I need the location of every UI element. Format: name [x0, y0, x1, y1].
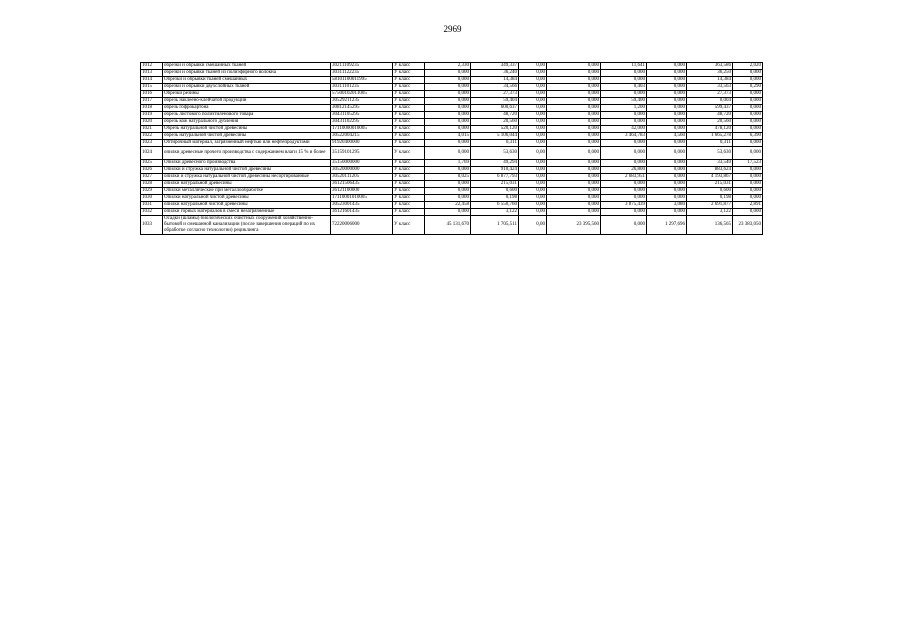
value-col-2: 27,373 — [471, 91, 519, 98]
value-col-2: 14,384 — [471, 77, 519, 84]
value-col-2: 5 106,044 — [471, 133, 519, 140]
value-col-8: 0,000 — [733, 105, 763, 112]
value-col-4: 23 395,560 — [547, 216, 601, 235]
value-col-5: 0,000 — [601, 209, 647, 216]
value-col-6: 0,000 — [647, 167, 687, 174]
row-number: 1032 — [141, 209, 163, 216]
waste-code: 30520111205 — [331, 174, 393, 181]
waste-code: 30523001435 — [331, 202, 393, 209]
hazard-class: У класс — [393, 160, 425, 167]
waste-name: обрезки и обрывки двухслойных тканей — [163, 84, 331, 91]
table-row — [141, 133, 763, 140]
value-col-8: 0,000 — [733, 147, 763, 160]
value-col-1: 2,330 — [425, 63, 471, 70]
value-col-8: 0,000 — [733, 181, 763, 188]
value-col-3: 0,00 — [519, 167, 547, 174]
value-col-5: 59,400 — [601, 98, 647, 105]
value-col-2: 0,311 — [471, 140, 519, 147]
value-col-8: 23 383,050 — [733, 216, 763, 235]
value-col-6: 3,080 — [647, 202, 687, 209]
waste-name: Обрезки резины — [163, 91, 331, 98]
table-row — [141, 140, 763, 147]
table-row — [141, 105, 763, 112]
value-col-2: 53,630 — [471, 147, 519, 160]
value-col-2: 34,566 — [471, 84, 519, 91]
waste-name: обрезь гофрокартона — [163, 105, 331, 112]
row-number: 1033 — [141, 216, 163, 235]
hazard-class: У класс — [393, 133, 425, 140]
table-row — [141, 181, 763, 188]
table-row — [141, 98, 763, 105]
value-col-7: 2 691,877 — [687, 202, 733, 209]
value-col-6: 0,000 — [647, 160, 687, 167]
value-col-7: 363,586 — [687, 63, 733, 70]
value-col-8: 0,000 — [733, 167, 763, 174]
value-col-3: 0,00 — [519, 209, 547, 216]
waste-name: обрезь натуральной чистой древесины — [163, 133, 331, 140]
value-col-3: 0,00 — [519, 91, 547, 98]
row-number: 1027 — [141, 174, 163, 181]
hazard-class: У класс — [393, 84, 425, 91]
value-col-3: 0,00 — [519, 119, 547, 126]
table-row — [141, 174, 763, 181]
value-col-3: 0,00 — [519, 195, 547, 202]
waste-name: Опилки древесного производства — [163, 160, 331, 167]
waste-name: Осадки (шламы) биологических очистных сооружений хозяйственно-бытовой и смешанной канализации (после завершения операций по их обработке согласно технологии) рециклинга — [163, 216, 331, 235]
value-col-7: 215,031 — [687, 181, 733, 188]
value-col-2: 59,404 — [471, 98, 519, 105]
row-number: 1026 — [141, 167, 163, 174]
value-col-5: 0,403 — [601, 84, 647, 91]
value-col-4: 0,000 — [547, 209, 601, 216]
value-col-2: 48,720 — [471, 112, 519, 119]
table-row — [141, 188, 763, 195]
value-col-8: 0,000 — [733, 195, 763, 202]
value-col-7: 0,198 — [687, 195, 733, 202]
value-col-8: 0,000 — [733, 77, 763, 84]
waste-code: 30311101235 — [331, 84, 393, 91]
value-col-1: 0,000 — [425, 105, 471, 112]
value-col-7: 0,600 — [687, 188, 733, 195]
waste-code: 17110000010005 — [331, 126, 393, 133]
value-col-8: 6,390 — [733, 133, 763, 140]
hazard-class: У класс — [393, 188, 425, 195]
page-number: 2969 — [443, 24, 462, 34]
waste-name: Обтирочный материал, загрязненный нефтью или нефтепродуктами — [163, 140, 331, 147]
value-col-4: 0,000 — [547, 195, 601, 202]
hazard-class: У класс — [393, 119, 425, 126]
ledger-body — [141, 63, 763, 235]
value-col-3: 0,00 — [519, 63, 547, 70]
value-col-8: 0,000 — [733, 126, 763, 133]
value-col-4: 0,000 — [547, 77, 601, 84]
value-col-5: 3 464,783 — [601, 133, 647, 140]
value-col-3: 0,00 — [519, 140, 547, 147]
value-col-6: 0,000 — [647, 209, 687, 216]
table-row — [141, 160, 763, 167]
hazard-class: У класс — [393, 126, 425, 133]
value-col-1: 0,000 — [425, 126, 471, 133]
value-col-6: 0,000 — [647, 195, 687, 202]
waste-code: 91920400000 — [331, 140, 393, 147]
waste-name: Опилки и стружка натуральной чистой древесины — [163, 167, 331, 174]
value-col-6: 4,560 — [647, 133, 687, 140]
value-col-6: 0,000 — [647, 112, 687, 119]
waste-code: 36121601435 — [331, 209, 393, 216]
value-col-7: 883,624 — [687, 167, 733, 174]
value-col-7: 48,720 — [687, 112, 733, 119]
row-number: 1020 — [141, 119, 163, 126]
row-number: 1015 — [141, 84, 163, 91]
waste-code: 58101100011995 — [331, 77, 393, 84]
value-col-2: 6 877,793 — [471, 174, 519, 181]
value-col-5: 2 683,951 — [601, 174, 647, 181]
value-col-1: 0,000 — [425, 209, 471, 216]
hazard-class: У класс — [393, 181, 425, 188]
waste-code: 72220006000 — [331, 216, 393, 235]
value-col-6: 0,000 — [647, 105, 687, 112]
value-col-5: 42,000 — [601, 126, 647, 133]
hazard-class: У класс — [393, 105, 425, 112]
value-col-6: 0,000 — [647, 188, 687, 195]
value-col-4: 0,000 — [547, 91, 601, 98]
value-col-5: 0,000 — [601, 112, 647, 119]
waste-code: 36121506435 — [331, 181, 393, 188]
value-col-6: 0,000 — [647, 181, 687, 188]
value-col-8: 0,000 — [733, 209, 763, 216]
table-row — [141, 77, 763, 84]
hazard-class: У класс — [393, 77, 425, 84]
value-col-4: 0,000 — [547, 70, 601, 77]
value-col-5: 26,800 — [601, 167, 647, 174]
value-col-2: 1 705,511 — [471, 216, 519, 235]
waste-code: 30211109235 — [331, 63, 393, 70]
waste-name: обрезь листового полиэтиленового товара — [163, 112, 331, 119]
value-col-1: 0,025 — [425, 174, 471, 181]
row-number: 1016 — [141, 91, 163, 98]
waste-code: 30520000000 — [331, 167, 393, 174]
waste-name: обрезь кож натурального дубления — [163, 119, 331, 126]
value-col-2: 3,122 — [471, 209, 519, 216]
hazard-class: У класс — [393, 216, 425, 235]
table-row — [141, 216, 763, 235]
row-number: 1019 — [141, 112, 163, 119]
value-col-7: 27,373 — [687, 91, 733, 98]
value-col-2: 20,560 — [471, 119, 519, 126]
hazard-class: У класс — [393, 112, 425, 119]
value-col-4: 0,000 — [547, 140, 601, 147]
value-col-7: 0,004 — [687, 98, 733, 105]
value-col-6: 1 297,696 — [647, 216, 687, 235]
table-row — [141, 91, 763, 98]
value-col-3: 0,00 — [519, 188, 547, 195]
value-col-8: 0,000 — [733, 140, 763, 147]
value-col-3: 0,00 — [519, 181, 547, 188]
hazard-class: У класс — [393, 63, 425, 70]
value-col-5: 0,000 — [601, 188, 647, 195]
hazard-class: У класс — [393, 70, 425, 77]
table-row — [141, 112, 763, 119]
value-col-3: 0,00 — [519, 147, 547, 160]
value-col-4: 0,000 — [547, 167, 601, 174]
value-col-6: 0,000 — [647, 147, 687, 160]
value-col-6: 0,000 — [647, 77, 687, 84]
waste-name: Опилки металлические при металлообработке — [163, 188, 331, 195]
value-col-7: 33,540 — [687, 160, 733, 167]
value-col-4: 0,000 — [547, 181, 601, 188]
value-col-4: 0,000 — [547, 133, 601, 140]
waste-code: 57500102011005 — [331, 91, 393, 98]
value-col-7: 599,437 — [687, 105, 733, 112]
value-col-1: 45 131,670 — [425, 216, 471, 235]
value-col-2: 36,240 — [471, 70, 519, 77]
value-col-3: 0,00 — [519, 70, 547, 77]
value-col-8: 0,000 — [733, 91, 763, 98]
value-col-3: 0,00 — [519, 133, 547, 140]
value-col-1: 4,015 — [425, 133, 471, 140]
value-col-3: 0,00 — [519, 216, 547, 235]
waste-name: обрезь наклеено-клейчатой продукции — [163, 98, 331, 105]
hazard-class: У класс — [393, 98, 425, 105]
value-col-1: 0,000 — [425, 98, 471, 105]
value-col-7: 136,565 — [687, 216, 733, 235]
waste-code: 35150000000 — [331, 160, 393, 167]
table-row — [141, 119, 763, 126]
waste-code: 36121100000 — [331, 188, 393, 195]
value-col-6: 0,000 — [647, 91, 687, 98]
waste-name: обрезки и обрывки тканей из полиэфирного волокна — [163, 70, 331, 77]
value-col-5: 0,000 — [601, 160, 647, 167]
waste-code: 35159101295 — [331, 147, 393, 160]
value-col-1: 0,000 — [425, 181, 471, 188]
value-col-6: 0,000 — [647, 84, 687, 91]
value-col-1: 0,000 — [425, 77, 471, 84]
value-col-4: 0,000 — [547, 160, 601, 167]
value-col-5: 0,000 — [601, 70, 647, 77]
value-col-3: 0,00 — [519, 126, 547, 133]
value-col-7: 478,120 — [687, 126, 733, 133]
waste-code: 17110001010005 — [331, 195, 393, 202]
waste-name: Обрезь натуральной чистой древесины — [163, 126, 331, 133]
value-col-7: 3,122 — [687, 209, 733, 216]
value-col-5: 0,000 — [601, 91, 647, 98]
value-col-8: 17,523 — [733, 160, 763, 167]
value-col-4: 0,000 — [547, 63, 601, 70]
table-row — [141, 126, 763, 133]
value-col-8: 2,020 — [733, 63, 763, 70]
value-col-5: 0,000 — [601, 119, 647, 126]
row-number: 1018 — [141, 105, 163, 112]
value-col-8: 0,000 — [733, 119, 763, 126]
waste-code: 30431102295 — [331, 119, 393, 126]
value-col-1: 0,000 — [425, 188, 471, 195]
value-col-6: 0,000 — [647, 126, 687, 133]
value-col-5: 0,000 — [601, 140, 647, 147]
value-col-2: 49,294 — [471, 160, 519, 167]
value-col-6: 0,000 — [647, 63, 687, 70]
value-col-6: 0,000 — [647, 174, 687, 181]
value-col-1: 22,458 — [425, 202, 471, 209]
hazard-class: У класс — [393, 91, 425, 98]
value-col-7: 20,560 — [687, 119, 733, 126]
value-col-8: 0,000 — [733, 98, 763, 105]
waste-name: опилки натуральной древесины — [163, 181, 331, 188]
value-col-2: 520,120 — [471, 126, 519, 133]
value-col-3: 0,00 — [519, 105, 547, 112]
row-number: 1017 — [141, 98, 163, 105]
value-col-3: 0,00 — [519, 202, 547, 209]
hazard-class: У класс — [393, 195, 425, 202]
hazard-class: У класс — [393, 140, 425, 147]
waste-name: Опилки натуральной чистой древесины — [163, 195, 331, 202]
value-col-7: 0,311 — [687, 140, 733, 147]
hazard-class: У класс — [393, 202, 425, 209]
row-number: 1023 — [141, 140, 163, 147]
row-number: 1025 — [141, 160, 163, 167]
row-number: 1029 — [141, 188, 163, 195]
value-col-1: 0,000 — [425, 112, 471, 119]
value-col-4: 0,000 — [547, 105, 601, 112]
value-col-1: 0,000 — [425, 84, 471, 91]
value-col-6: 0,000 — [647, 140, 687, 147]
waste-code: 30311122235 — [331, 70, 393, 77]
value-col-7: 53,630 — [687, 147, 733, 160]
value-col-2: 215,031 — [471, 181, 519, 188]
value-col-5: 3 875,439 — [601, 202, 647, 209]
row-number: 1012 — [141, 63, 163, 70]
value-col-7: 36,250 — [687, 70, 733, 77]
value-col-3: 0,00 — [519, 84, 547, 91]
value-col-1: 0,000 — [425, 167, 471, 174]
value-col-4: 0,000 — [547, 98, 601, 105]
row-number: 1030 — [141, 195, 163, 202]
row-number: 1021 — [141, 126, 163, 133]
value-col-2: 910,424 — [471, 167, 519, 174]
row-number: 1028 — [141, 181, 163, 188]
table-row — [141, 209, 763, 216]
value-col-3: 0,00 — [519, 174, 547, 181]
waste-name: опилки и стружка натуральной чистой древесины несортированные — [163, 174, 331, 181]
waste-code: 30812145295 — [331, 105, 393, 112]
value-col-2: 6 550,760 — [471, 202, 519, 209]
waste-code: 30431105295 — [331, 112, 393, 119]
waste-ledger-table — [140, 62, 763, 235]
table-row — [141, 63, 763, 70]
row-number: 1022 — [141, 133, 163, 140]
row-number: 1013 — [141, 70, 163, 77]
waste-code: 30529211235 — [331, 98, 393, 105]
table-row — [141, 195, 763, 202]
value-col-1: 0,000 — [425, 147, 471, 160]
value-col-4: 0,000 — [547, 188, 601, 195]
value-col-8: 0,000 — [733, 70, 763, 77]
value-col-8: 2,891 — [733, 202, 763, 209]
waste-name: опилки натуральной чистой древесины — [163, 202, 331, 209]
hazard-class: У класс — [393, 209, 425, 216]
value-col-5: 0,000 — [601, 216, 647, 235]
value-col-6: 0,000 — [647, 70, 687, 77]
table-row — [141, 84, 763, 91]
value-col-5: 11,641 — [601, 63, 647, 70]
value-col-7: 14,384 — [687, 77, 733, 84]
value-col-5: 0,000 — [601, 195, 647, 202]
hazard-class: У класс — [393, 167, 425, 174]
value-col-3: 0,00 — [519, 112, 547, 119]
value-col-1: 0,000 — [425, 70, 471, 77]
value-col-4: 0,000 — [547, 202, 601, 209]
table-row — [141, 147, 763, 160]
value-col-4: 0,000 — [547, 147, 601, 160]
value-col-4: 0,000 — [547, 126, 601, 133]
value-col-7: 33,563 — [687, 84, 733, 91]
table-row — [141, 70, 763, 77]
value-col-5: 1,200 — [601, 105, 647, 112]
value-col-8: 0,000 — [733, 188, 763, 195]
value-col-1: 0,000 — [425, 195, 471, 202]
value-col-8: 0,000 — [733, 174, 763, 181]
value-col-5: 0,000 — [601, 147, 647, 160]
value-col-7: 4 193,867 — [687, 174, 733, 181]
value-col-8: 0,290 — [733, 84, 763, 91]
value-col-2: 0,198 — [471, 195, 519, 202]
value-col-1: 0,000 — [425, 140, 471, 147]
value-col-5: 0,000 — [601, 181, 647, 188]
value-col-1: 0,000 — [425, 119, 471, 126]
waste-code: 30522004215 — [331, 133, 393, 140]
value-col-3: 0,00 — [519, 160, 547, 167]
value-col-2: 0,600 — [471, 188, 519, 195]
value-col-2: 349,337 — [471, 63, 519, 70]
value-col-8: 0,000 — [733, 112, 763, 119]
hazard-class: У класс — [393, 174, 425, 181]
value-col-4: 0,000 — [547, 174, 601, 181]
row-number: 1024 — [141, 147, 163, 160]
waste-name: опилки горных материалов в смеси незагрязненные — [163, 209, 331, 216]
value-col-1: 1,769 — [425, 160, 471, 167]
value-col-3: 0,00 — [519, 98, 547, 105]
value-col-1: 0,000 — [425, 91, 471, 98]
table-row — [141, 167, 763, 174]
value-col-5: 0,000 — [601, 77, 647, 84]
hazard-class: У класс — [393, 147, 425, 160]
value-col-6: 0,000 — [647, 119, 687, 126]
table-row — [141, 202, 763, 209]
waste-name: обрезки и обрывки смешанных тканей — [163, 63, 331, 70]
value-col-3: 0,00 — [519, 77, 547, 84]
value-col-2: 600,637 — [471, 105, 519, 112]
value-col-4: 0,000 — [547, 84, 601, 91]
waste-name: Обрезки и обрывки тканей смешанных — [163, 77, 331, 84]
row-number: 1014 — [141, 77, 163, 84]
value-col-7: 1 665,278 — [687, 133, 733, 140]
value-col-4: 0,000 — [547, 119, 601, 126]
row-number: 1031 — [141, 202, 163, 209]
value-col-6: 0,000 — [647, 98, 687, 105]
value-col-4: 0,000 — [547, 112, 601, 119]
waste-name: опилки древесные прочего производства с содержанием влаги 15 % и более — [163, 147, 331, 160]
